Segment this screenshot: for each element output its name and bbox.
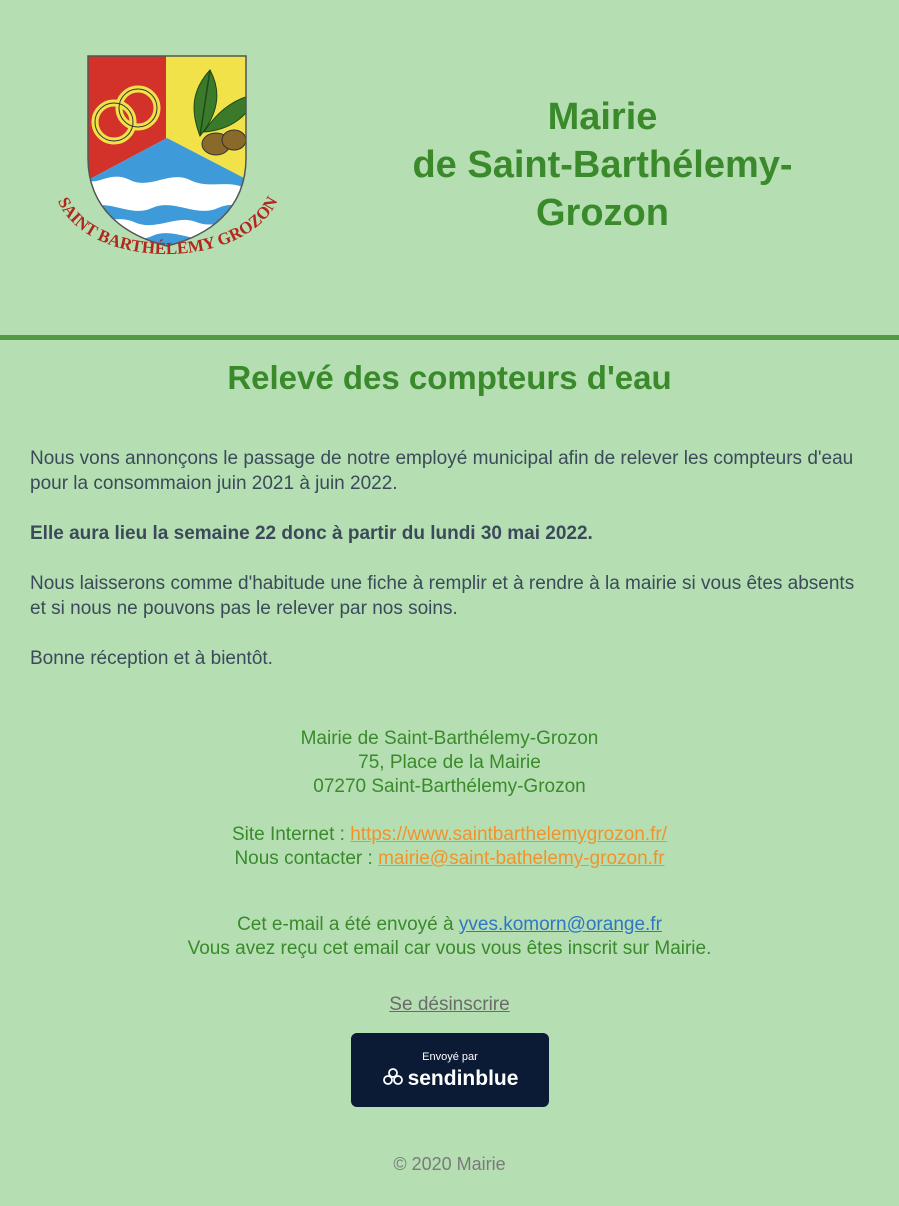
title-line-3: Grozon — [536, 192, 669, 234]
sendinblue-badge[interactable] — [351, 1033, 549, 1107]
body-paragraph-3: Nous laisserons comme d'habitude une fiche à remplir et à rendre à la mairie si vous êtes absents et si nous ne pouvons pas le relever par nos soins. — [30, 573, 855, 619]
unsubscribe-row — [0, 993, 899, 1017]
title-line-1: Mairie — [547, 96, 658, 138]
copyright: © 2020 Mairie — [393, 1154, 506, 1174]
header-divider — [0, 335, 899, 340]
recipient-email-link[interactable]: yves.komorn@orange.fr — [458, 914, 662, 935]
contact-label: Nous contacter : — [234, 848, 379, 869]
contact-email-link[interactable]: mairie@saint-bathelemy-grozon.fr — [378, 848, 665, 869]
badge-sent-by: Envoyé par — [422, 1051, 478, 1063]
address-line-3: 07270 Saint-Barthélemy-Grozon — [313, 776, 586, 797]
subscription-reason: Vous avez reçu cet email car vous vous êtes inscrit sur Mairie. — [187, 938, 712, 959]
unsubscribe-link[interactable]: Se désinscrire — [389, 994, 510, 1015]
badge-brand-name: sendinblue — [407, 1067, 519, 1090]
sendinblue-logo-icon — [382, 1067, 404, 1089]
site-link[interactable]: https://www.saintbarthelemygrozon.fr/ — [350, 824, 668, 845]
title-line-2: de Saint-Barthélemy- — [412, 144, 793, 186]
email-footer — [0, 727, 899, 961]
sent-to-label: Cet e-mail a été envoyé à — [237, 914, 459, 935]
address-line-2: 75, Place de la Mairie — [358, 752, 541, 773]
email-header — [0, 0, 899, 335]
address-line-1: Mairie de Saint-Barthélemy-Grozon — [300, 728, 599, 749]
contact-line — [0, 847, 899, 871]
site-label: Site Internet : — [231, 824, 351, 845]
logo-text: SAINT BARTHÉLEMY GROZON — [54, 193, 282, 259]
body-paragraph-1: Nous vons annonçons le passage de notre employé municipal afin de relever les compteurs d'eau pour la consommaion juin 2021 à juin 2022. — [30, 448, 854, 494]
email-body — [30, 446, 860, 696]
coat-of-arms-logo — [40, 40, 300, 300]
mairie-title — [370, 93, 835, 237]
body-paragraph-4: Bonne réception et à bientôt. — [30, 648, 273, 669]
badge-brand — [351, 1066, 549, 1092]
email-headline: Relevé des compteurs d'eau — [227, 359, 672, 396]
site-line — [0, 823, 899, 847]
body-paragraph-2: Elle aura lieu la semaine 22 donc à partir du lundi 30 mai 2022. — [30, 523, 593, 544]
sent-to-line — [0, 913, 899, 937]
